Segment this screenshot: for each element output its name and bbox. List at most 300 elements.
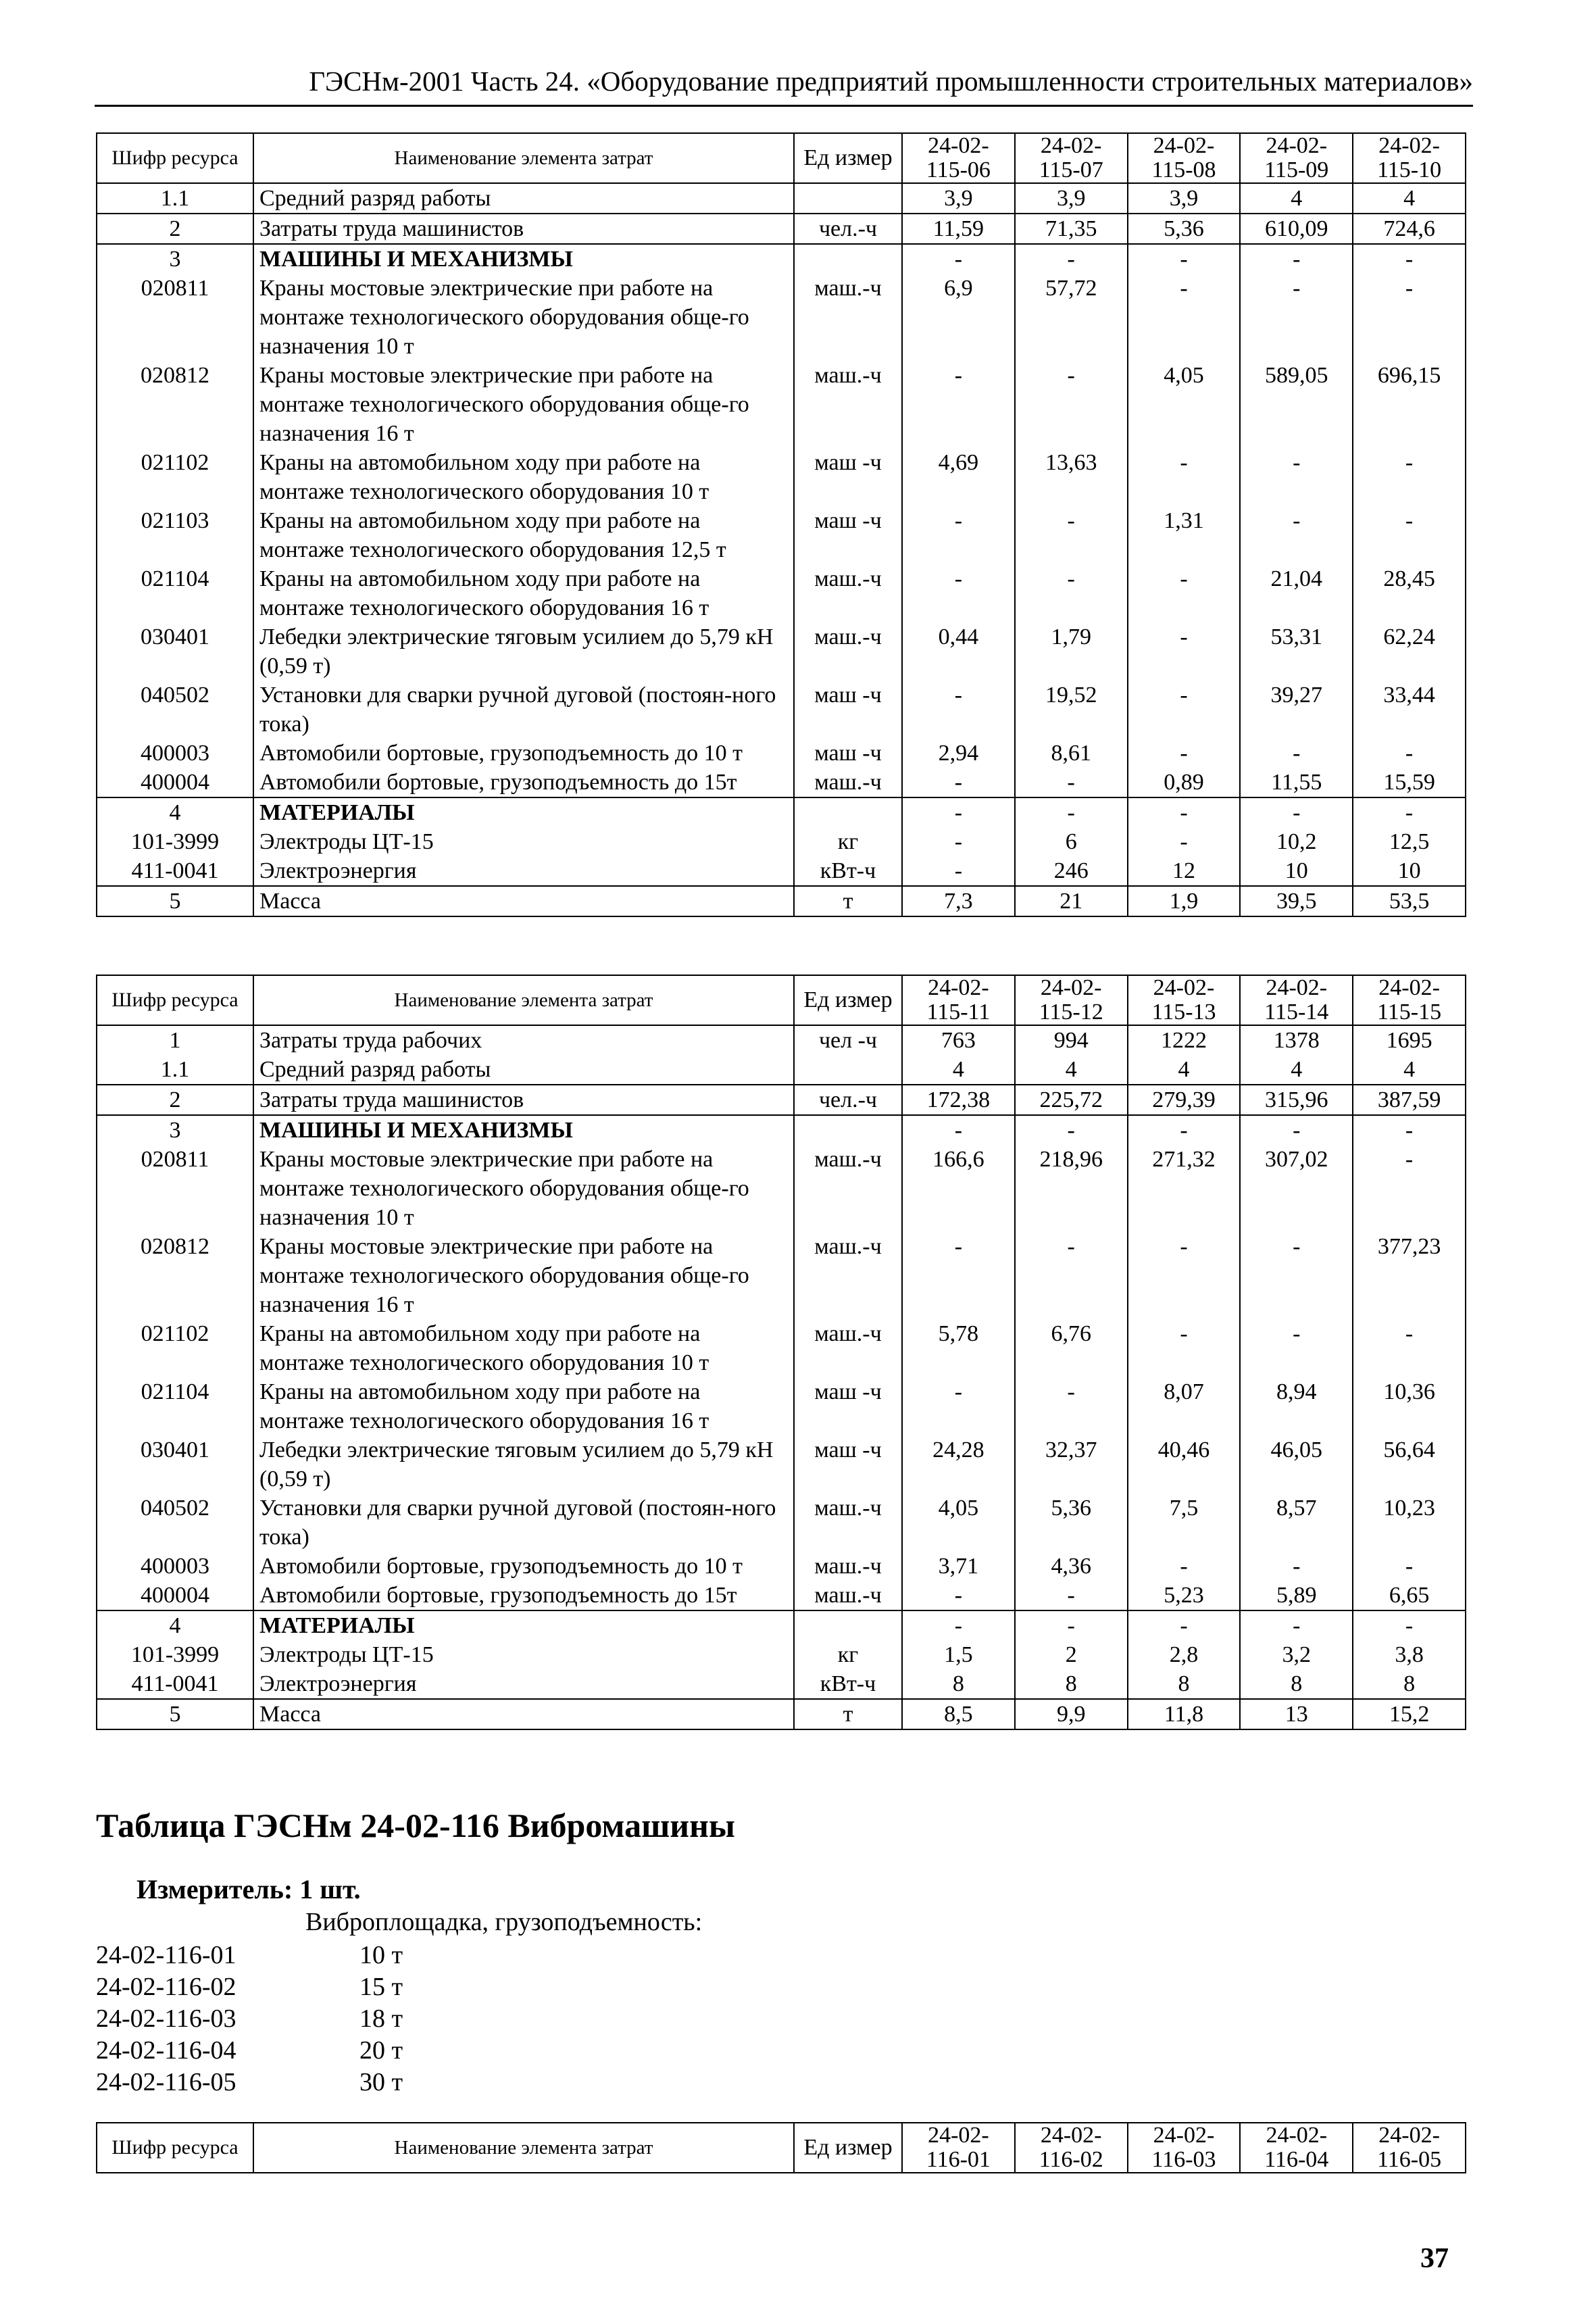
cell-code: 3 [97, 1115, 253, 1145]
cell-value: - [1128, 827, 1241, 856]
cell-unit [794, 1610, 902, 1640]
table-row [97, 1669, 1466, 1699]
col-header-norm [1240, 2123, 1353, 2173]
cell-code: 3 [97, 244, 253, 274]
cell-value: - [1128, 1610, 1241, 1640]
cell-unit: маш -ч [794, 1377, 902, 1435]
cell-value: - [1353, 1145, 1466, 1232]
cell-unit: маш.-ч [794, 564, 902, 622]
cell-value: 225,72 [1015, 1085, 1128, 1115]
cell-value: - [1128, 1319, 1241, 1377]
cell-value: 1378 [1240, 1025, 1353, 1055]
page-number: 37 [1420, 2243, 1449, 2274]
table-row [97, 448, 1466, 506]
cell-value: - [1353, 1115, 1466, 1145]
resource-table-115-06-10 [96, 132, 1466, 917]
col-header-code: Шифр ресурса [97, 975, 253, 1025]
col-header-name: Наименование элемента затрат [253, 975, 794, 1025]
cell-value: - [902, 1377, 1015, 1435]
cell-value: - [1240, 448, 1353, 506]
cell-value: - [1240, 274, 1353, 361]
norm-code-item [96, 2035, 403, 2067]
cell-value: 610,09 [1240, 214, 1353, 244]
col-header-norm [1353, 133, 1466, 183]
cell-unit: маш.-ч [794, 768, 902, 797]
cell-name: МАШИНЫ И МЕХАНИЗМЫ [253, 1115, 794, 1145]
table-row [97, 827, 1466, 856]
cell-unit: маш -ч [794, 681, 902, 739]
col-header-norm-prefix: 24-02- [928, 2123, 989, 2148]
cell-code: 1.1 [97, 1055, 253, 1085]
cell-value: - [1353, 1552, 1466, 1581]
cell-value: - [1240, 506, 1353, 564]
cell-value: 246 [1015, 856, 1128, 886]
cell-code: 5 [97, 1699, 253, 1729]
cell-value: - [1240, 1232, 1353, 1319]
col-header-norm-suffix: 116-05 [1377, 2147, 1442, 2172]
table-row [97, 506, 1466, 564]
cell-code: 020811 [97, 274, 253, 361]
norm-capacity: 15 т [359, 1973, 403, 2001]
cell-value: - [1353, 797, 1466, 827]
col-header-norm-prefix: 24-02- [1266, 2123, 1328, 2148]
table-row [97, 681, 1466, 739]
cell-value: 166,6 [902, 1145, 1015, 1232]
cell-value: 4 [1240, 183, 1353, 214]
table-row [97, 274, 1466, 361]
cell-value: 53,31 [1240, 622, 1353, 681]
cell-unit: маш -ч [794, 739, 902, 768]
cell-name: Лебедки электрические тяговым усилием до 5,79 кН (0,59 т) [253, 1435, 794, 1494]
cell-value: 218,96 [1015, 1145, 1128, 1232]
table-row [97, 1494, 1466, 1552]
cell-value: 19,52 [1015, 681, 1128, 739]
cell-value: 8,57 [1240, 1494, 1353, 1552]
cell-value: 56,64 [1353, 1435, 1466, 1494]
cell-code: 101-3999 [97, 1640, 253, 1669]
norm-capacity: 18 т [359, 2004, 403, 2033]
cell-name: Затраты труда машинистов [253, 214, 794, 244]
cell-name: Краны мостовые электрические при работе на монтаже технологического оборудования обще-го назначения 10 т [253, 1145, 794, 1232]
cell-value: - [1240, 797, 1353, 827]
cell-unit: маш.-ч [794, 1232, 902, 1319]
cell-value: 53,5 [1353, 886, 1466, 916]
cell-value: 172,38 [902, 1085, 1015, 1115]
cell-unit [794, 1115, 902, 1145]
section-title: Таблица ГЭСНм 24-02-116 Вибромашины [96, 1806, 735, 1844]
cell-value: 3,71 [902, 1552, 1015, 1581]
cell-name: Установки для сварки ручной дуговой (постоян-ного тока) [253, 681, 794, 739]
cell-value: 8,07 [1128, 1377, 1241, 1435]
cell-name: Краны мостовые электрические при работе на монтаже технологического оборудования обще-го назначения 10 т [253, 274, 794, 361]
cell-value: 5,36 [1015, 1494, 1128, 1552]
cell-value: 5,23 [1128, 1581, 1241, 1610]
resource-table-115-11-15 [96, 975, 1466, 1730]
col-header-unit: Ед измер [794, 133, 902, 183]
cell-value: 12 [1128, 856, 1241, 886]
cell-value: 4 [902, 1055, 1015, 1085]
col-header-norm-prefix: 24-02- [1153, 975, 1215, 1000]
cell-code: 021104 [97, 564, 253, 622]
cell-unit: маш -ч [794, 506, 902, 564]
cell-value: 6,76 [1015, 1319, 1128, 1377]
cell-unit: маш -ч [794, 1435, 902, 1494]
cell-value: - [1015, 244, 1128, 274]
cell-value: 6,9 [902, 274, 1015, 361]
cell-value: 589,05 [1240, 361, 1353, 448]
col-header-norm-prefix: 24-02- [1040, 975, 1102, 1000]
cell-name: Краны на автомобильном ходу при работе на монтаже технологического оборудования 16 т [253, 564, 794, 622]
table-row [97, 1581, 1466, 1610]
cell-value: 3,9 [1128, 183, 1241, 214]
cell-value: 4 [1353, 1055, 1466, 1085]
cell-value: - [1128, 244, 1241, 274]
cell-value: 377,23 [1353, 1232, 1466, 1319]
norm-capacity: 10 т [359, 1941, 403, 1969]
cell-value: - [1015, 1581, 1128, 1610]
cell-value: - [1128, 448, 1241, 506]
norm-code: 24-02-116-03 [96, 2004, 236, 2033]
cell-value: - [1128, 681, 1241, 739]
cell-unit: маш -ч [794, 448, 902, 506]
cell-name: Автомобили бортовые, грузоподъемность до 15т [253, 1581, 794, 1610]
col-header-norm-prefix: 24-02- [1153, 2123, 1215, 2148]
cell-value: 10,2 [1240, 827, 1353, 856]
cell-value: 307,02 [1240, 1145, 1353, 1232]
cell-name: МАТЕРИАЛЫ [253, 1610, 794, 1640]
cell-code: 021102 [97, 1319, 253, 1377]
cell-name: Масса [253, 1699, 794, 1729]
cell-value: 13,63 [1015, 448, 1128, 506]
cell-unit: кВт-ч [794, 856, 902, 886]
cell-value: - [1015, 1610, 1128, 1640]
norm-code: 24-02-116-05 [96, 2068, 236, 2096]
cell-code: 030401 [97, 1435, 253, 1494]
cell-name: Краны на автомобильном ходу при работе на монтаже технологического оборудования 16 т [253, 1377, 794, 1435]
cell-value: 62,24 [1353, 622, 1466, 681]
cell-code: 400004 [97, 768, 253, 797]
cell-value: - [1128, 1115, 1241, 1145]
col-header-norm [1240, 133, 1353, 183]
col-header-norm-prefix: 24-02- [1153, 133, 1215, 158]
cell-value: 33,44 [1353, 681, 1466, 739]
cell-value: 271,32 [1128, 1145, 1241, 1232]
cell-code: 400004 [97, 1581, 253, 1610]
table-row [97, 564, 1466, 622]
cell-value: 8,61 [1015, 739, 1128, 768]
table-row [97, 1145, 1466, 1232]
cell-value: 4 [1015, 1055, 1128, 1085]
cell-value: 11,8 [1128, 1699, 1241, 1729]
cell-value: - [1240, 244, 1353, 274]
cell-code: 020812 [97, 361, 253, 448]
norm-code-item [96, 2003, 403, 2035]
table-row [97, 886, 1466, 916]
cell-unit: чел.-ч [794, 1085, 902, 1115]
cell-value: 57,72 [1015, 274, 1128, 361]
cell-value: 21 [1015, 886, 1128, 916]
cell-name: Краны на автомобильном ходу при работе на монтаже технологического оборудования 12,5 т [253, 506, 794, 564]
cell-value: 2,94 [902, 739, 1015, 768]
col-header-norm [1353, 975, 1466, 1025]
cell-value: - [1240, 1319, 1353, 1377]
cell-value: 7,3 [902, 886, 1015, 916]
cell-code: 411-0041 [97, 1669, 253, 1699]
table-row [97, 183, 1466, 214]
cell-name: Лебедки электрические тяговым усилием до 5,79 кН (0,59 т) [253, 622, 794, 681]
cell-code: 2 [97, 1085, 253, 1115]
norm-code-item [96, 2067, 403, 2098]
cell-unit: маш.-ч [794, 1494, 902, 1552]
col-header-norm [902, 975, 1015, 1025]
norm-code-item [96, 1940, 403, 1971]
cell-value: 8,94 [1240, 1377, 1353, 1435]
cell-unit [794, 797, 902, 827]
col-header-name: Наименование элемента затрат [253, 133, 794, 183]
cell-name: Автомобили бортовые, грузоподъемность до 10 т [253, 739, 794, 768]
table-row [97, 797, 1466, 827]
cell-value: 2 [1015, 1640, 1128, 1669]
table-header-row [97, 975, 1466, 1025]
cell-code: 2 [97, 214, 253, 244]
col-header-name: Наименование элемента затрат [253, 2123, 794, 2173]
cell-value: - [1015, 506, 1128, 564]
col-header-norm-prefix: 24-02- [1266, 133, 1328, 158]
cell-code: 400003 [97, 1552, 253, 1581]
cell-code: 021104 [97, 1377, 253, 1435]
cell-value: 3,9 [902, 183, 1015, 214]
cell-value: 10 [1240, 856, 1353, 886]
cell-name: Электроды ЦТ-15 [253, 1640, 794, 1669]
cell-value: - [902, 768, 1015, 797]
cell-value: 1,31 [1128, 506, 1241, 564]
cell-value: 15,2 [1353, 1699, 1466, 1729]
cell-value: 0,89 [1128, 768, 1241, 797]
table-row [97, 1025, 1466, 1055]
cell-value: 2,8 [1128, 1640, 1241, 1669]
cell-value: - [1015, 361, 1128, 448]
cell-unit: кг [794, 827, 902, 856]
cell-name: Масса [253, 886, 794, 916]
cell-value: - [902, 797, 1015, 827]
cell-value: 10,23 [1353, 1494, 1466, 1552]
table-row [97, 856, 1466, 886]
cell-name: Средний разряд работы [253, 1055, 794, 1085]
cell-value: - [902, 1610, 1015, 1640]
col-header-norm [1015, 133, 1128, 183]
cell-value: 71,35 [1015, 214, 1128, 244]
cell-value: - [1128, 739, 1241, 768]
cell-code: 040502 [97, 1494, 253, 1552]
cell-value: 28,45 [1353, 564, 1466, 622]
cell-code: 4 [97, 797, 253, 827]
norm-code-list [96, 1940, 403, 2098]
col-header-norm-suffix: 115-10 [1377, 157, 1442, 182]
cell-value: 8 [1128, 1669, 1241, 1699]
table-row [97, 244, 1466, 274]
cell-value: - [1353, 506, 1466, 564]
cell-value: - [902, 681, 1015, 739]
norm-code-item [96, 1971, 403, 2003]
cell-value: - [902, 564, 1015, 622]
table-row [97, 1640, 1466, 1669]
cell-value: - [902, 361, 1015, 448]
table-row [97, 1699, 1466, 1729]
cell-value: 6,65 [1353, 1581, 1466, 1610]
cell-value: 32,37 [1015, 1435, 1128, 1494]
cell-code: 400003 [97, 739, 253, 768]
cell-value: - [1128, 797, 1241, 827]
cell-value: 5,78 [902, 1319, 1015, 1377]
table-row [97, 1085, 1466, 1115]
col-header-norm [1015, 2123, 1128, 2173]
cell-value: 8 [1240, 1669, 1353, 1699]
cell-name: Электроды ЦТ-15 [253, 827, 794, 856]
cell-value: - [1353, 448, 1466, 506]
col-header-code: Шифр ресурса [97, 133, 253, 183]
cell-code: 1 [97, 1025, 253, 1055]
col-header-norm-prefix: 24-02- [928, 133, 989, 158]
cell-name: Установки для сварки ручной дуговой (постоян-ного тока) [253, 1494, 794, 1552]
cell-unit: маш.-ч [794, 1319, 902, 1377]
col-header-norm-suffix: 115-09 [1264, 157, 1329, 182]
norm-code: 24-02-116-04 [96, 2036, 236, 2065]
cell-value: - [1353, 739, 1466, 768]
table-row [97, 214, 1466, 244]
cell-unit: т [794, 1699, 902, 1729]
cell-value: - [902, 1581, 1015, 1610]
norm-capacity: 30 т [359, 2068, 403, 2096]
cell-value: 12,5 [1353, 827, 1466, 856]
cell-value: - [902, 244, 1015, 274]
cell-value: 994 [1015, 1025, 1128, 1055]
cell-unit: т [794, 886, 902, 916]
cell-unit: маш.-ч [794, 1552, 902, 1581]
col-header-unit: Ед измер [794, 975, 902, 1025]
cell-value: - [902, 1115, 1015, 1145]
cell-value: 8 [902, 1669, 1015, 1699]
cell-value: 11,59 [902, 214, 1015, 244]
cell-value: 13 [1240, 1699, 1353, 1729]
col-header-norm-prefix: 24-02- [1378, 133, 1440, 158]
cell-value: 279,39 [1128, 1085, 1241, 1115]
cell-unit [794, 183, 902, 214]
cell-code: 021102 [97, 448, 253, 506]
cell-value: - [902, 1232, 1015, 1319]
cell-unit: кг [794, 1640, 902, 1669]
col-header-norm-prefix: 24-02- [1040, 133, 1102, 158]
cell-value: - [1128, 564, 1241, 622]
cell-value: 46,05 [1240, 1435, 1353, 1494]
cell-value: 4 [1240, 1055, 1353, 1085]
cell-value: 1695 [1353, 1025, 1466, 1055]
cell-value: 3,2 [1240, 1640, 1353, 1669]
table-header-row [97, 133, 1466, 183]
cell-value: 4,36 [1015, 1552, 1128, 1581]
col-header-norm [1128, 2123, 1241, 2173]
cell-unit [794, 1055, 902, 1085]
col-header-norm-suffix: 115-12 [1039, 1000, 1103, 1025]
norm-code: 24-02-116-01 [96, 1941, 236, 1969]
cell-value: 1,5 [902, 1640, 1015, 1669]
cell-value: - [902, 856, 1015, 886]
cell-name: Автомобили бортовые, грузоподъемность до 10 т [253, 1552, 794, 1581]
cell-code: 1.1 [97, 183, 253, 214]
cell-value: 5,36 [1128, 214, 1241, 244]
table-header-row [97, 2123, 1466, 2173]
cell-value: 4 [1128, 1055, 1241, 1085]
cell-code: 101-3999 [97, 827, 253, 856]
col-header-norm [1015, 975, 1128, 1025]
col-header-code: Шифр ресурса [97, 2123, 253, 2173]
cell-value: 696,15 [1353, 361, 1466, 448]
col-header-norm [1353, 2123, 1466, 2173]
cell-value: - [902, 827, 1015, 856]
cell-name: Краны мостовые электрические при работе на монтаже технологического оборудования обще-го назначения 16 т [253, 361, 794, 448]
cell-value: - [1240, 1610, 1353, 1640]
col-header-norm-suffix: 115-13 [1151, 1000, 1216, 1025]
table-row [97, 739, 1466, 768]
table-row [97, 622, 1466, 681]
cell-value: 9,9 [1015, 1699, 1128, 1729]
col-header-norm-suffix: 116-04 [1264, 2147, 1329, 2172]
cell-value: 10 [1353, 856, 1466, 886]
cell-value: 39,27 [1240, 681, 1353, 739]
cell-value: 0,44 [902, 622, 1015, 681]
col-header-norm-suffix: 115-11 [926, 1000, 991, 1025]
col-header-norm-prefix: 24-02- [1040, 2123, 1102, 2148]
cell-value: - [1015, 1115, 1128, 1145]
cell-unit [794, 244, 902, 274]
cell-value: 8 [1353, 1669, 1466, 1699]
cell-code: 020811 [97, 1145, 253, 1232]
cell-value: 4,69 [902, 448, 1015, 506]
cell-value: 1,79 [1015, 622, 1128, 681]
cell-name: МАТЕРИАЛЫ [253, 797, 794, 827]
col-header-norm [1128, 133, 1241, 183]
cell-value: 10,36 [1353, 1377, 1466, 1435]
cell-value: 15,59 [1353, 768, 1466, 797]
col-header-norm-suffix: 116-03 [1151, 2147, 1216, 2172]
table-row [97, 1319, 1466, 1377]
measure-label: Измеритель: 1 шт. [136, 1874, 361, 1904]
cell-name: Затраты труда машинистов [253, 1085, 794, 1115]
table-row [97, 1552, 1466, 1581]
page-header: ГЭСНм-2001 Часть 24. «Оборудование предприятий промышленности строительных материалов» [95, 59, 1473, 107]
measure-description: Виброплощадка, грузоподъемность: [305, 1908, 703, 1936]
col-header-norm-suffix: 115-14 [1264, 1000, 1329, 1025]
table-row [97, 1610, 1466, 1640]
cell-name: Краны на автомобильном ходу при работе на монтаже технологического оборудования 10 т [253, 1319, 794, 1377]
cell-value: - [1015, 564, 1128, 622]
cell-value: 24,28 [902, 1435, 1015, 1494]
table-row [97, 1115, 1466, 1145]
cell-value: 4,05 [1128, 361, 1241, 448]
cell-value: 6 [1015, 827, 1128, 856]
cell-unit: маш.-ч [794, 361, 902, 448]
cell-value: 5,89 [1240, 1581, 1353, 1610]
cell-value: - [1353, 244, 1466, 274]
cell-name: Средний разряд работы [253, 183, 794, 214]
cell-value: 763 [902, 1025, 1015, 1055]
table-row [97, 1377, 1466, 1435]
cell-value: 11,55 [1240, 768, 1353, 797]
cell-value: - [1353, 274, 1466, 361]
cell-value: 1222 [1128, 1025, 1241, 1055]
cell-name: Краны мостовые электрические при работе на монтаже технологического оборудования обще-го назначения 16 т [253, 1232, 794, 1319]
cell-code: 020812 [97, 1232, 253, 1319]
cell-value: - [1128, 1552, 1241, 1581]
